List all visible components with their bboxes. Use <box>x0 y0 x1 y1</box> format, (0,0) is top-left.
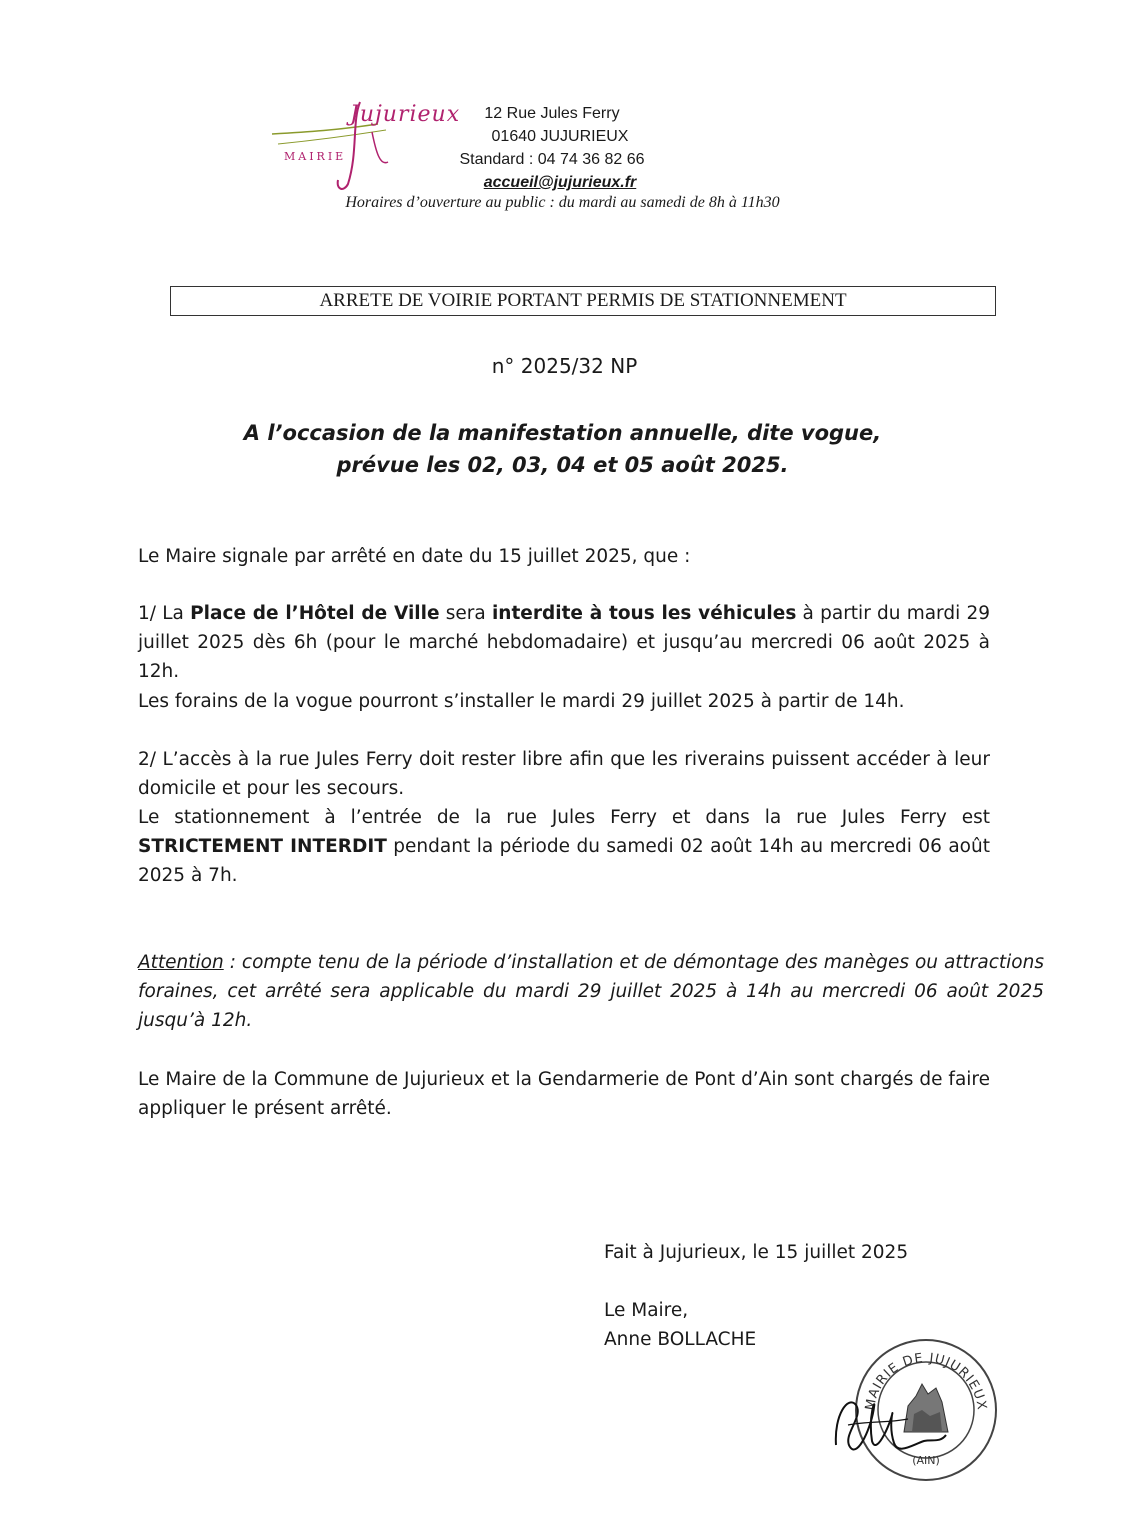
logo-mairie-label: MAIRIE <box>284 150 347 163</box>
point-1-forains-paragraph <box>138 687 990 716</box>
arrete-number: n° 2025/32 NP <box>491 354 638 378</box>
occasion-line-1: A l’occasion de la manifestation annuelle, dite vogue, <box>243 421 882 445</box>
point-2-t2: pendant la période du samedi 02 août 14h au mercredi 06 août 2025 à 7h. <box>138 836 990 886</box>
point-1-forains-text: Les forains de la vogue pourront s’installer le mardi 29 juillet 2025 à partir de 14h. <box>138 691 905 712</box>
point-1-t2: sera <box>439 603 492 624</box>
point-2-parking-paragraph <box>138 803 990 890</box>
address-email-link[interactable]: accueil@jujurieux.fr <box>483 174 637 191</box>
point-1-prohibition: interdite à tous les véhicules <box>491 603 797 624</box>
attention-label: Attention <box>138 952 224 973</box>
address-block <box>460 102 660 194</box>
point-1-t1: 1/ La <box>138 603 191 624</box>
point-2-strict: STRICTEMENT INTERDIT <box>138 836 387 857</box>
point-1-text <box>138 599 990 686</box>
attention-body: : compte tenu de la période d’installation et de démontage des manèges ou attractions foraines, cet arrêté sera applicable du mardi 29 juillet 2025 à 14h au mercredi 06 août 2025 jusqu’à 12h. <box>138 952 1044 1031</box>
signoff-block <box>604 1296 756 1354</box>
point-2-text: 2/ L’accès à la rue Jules Ferry doit rester libre afin que les riverains puissent accéder à leur domicile et pour les secours. <box>138 749 990 799</box>
point-1-t3: à partir du mardi 29 juillet 2025 dès 6h (pour le marché hebdomadaire) et jusqu’au mercredi 06 août 2025 à 12h. <box>138 603 990 682</box>
attention-paragraph <box>138 948 1044 1035</box>
seal-ring-text: MAIRIE DE JUJURIEUX <box>862 1350 990 1412</box>
signoff-role: Le Maire, <box>604 1300 689 1321</box>
responsibility-text: Le Maire de la Commune de Jujurieux et la Gendarmerie de Pont d’Ain sont chargés de faire appliquer le présent arrêté. <box>138 1069 990 1119</box>
document-title: ARRETE DE VOIRIE PORTANT PERMIS DE STATIONNEMENT <box>319 290 847 311</box>
seal-bottom-text: (AIN) <box>912 1454 940 1467</box>
logo-wordmark: Jujurieux <box>350 102 461 127</box>
signoff-name: Anne BOLLACHE <box>604 1329 757 1350</box>
document-title-box <box>170 286 996 316</box>
address-phone: Standard : 04 74 36 82 66 <box>459 151 645 168</box>
intro-text: Le Maire signale par arrêté en date du 15 juillet 2025, que : <box>138 546 691 567</box>
occasion-line-2: prévue les 02, 03, 04 et 05 août 2025. <box>336 453 789 477</box>
occasion-heading <box>0 417 1125 481</box>
address-city: 01640 JUJURIEUX <box>491 128 629 145</box>
point-2-paragraph <box>138 745 990 803</box>
point-2-t1: Le stationnement à l’entrée de la rue Jules Ferry et dans la rue Jules Ferry est <box>138 807 990 828</box>
attention-text <box>138 948 1044 1035</box>
opening-hours: Horaires d’ouverture au public : du mardi au samedi de 8h à 11h30 <box>345 194 780 211</box>
point-2-parking-text <box>138 803 990 890</box>
point-1-paragraph <box>138 599 990 686</box>
mayor-signature <box>828 1385 948 1465</box>
responsibility-paragraph <box>138 1065 990 1123</box>
address-street: 12 Rue Jules Ferry <box>484 105 620 122</box>
intro-paragraph <box>138 542 990 571</box>
signoff-place-date: Fait à Jujurieux, le 15 juillet 2025 <box>604 1242 909 1263</box>
point-1-place: Place de l’Hôtel de Ville <box>190 603 440 624</box>
